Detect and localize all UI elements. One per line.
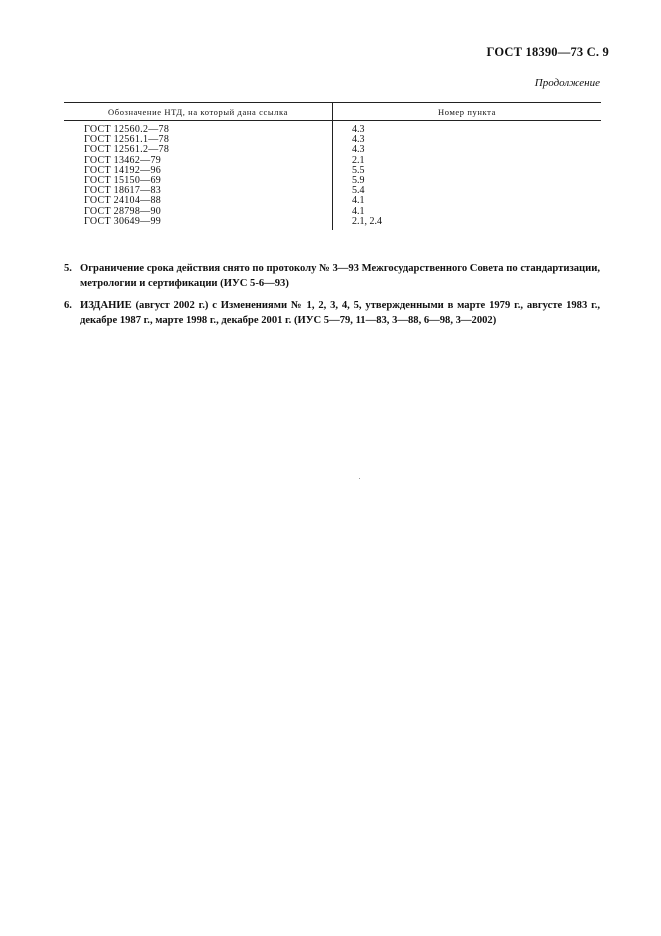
note-text: ИЗДАНИЕ (август 2002 г.) с Изменениями № 1, 2, 3, 4, 5, утвержденными в марте 1979 г., августе 1983 г., декабре 1987 г., марте 1998 г., декабре 2001 г. (ИУС 5—79, 11—83, 3—88, 6—98, 3—2002) [80,300,600,326]
cell-document: ГОСТ 12560.2—78 [64,121,333,136]
scan-speck [359,478,360,479]
note-6 [64,298,600,328]
cell-item: 2.1 [352,154,365,166]
cell-item: 5.5 [352,164,365,176]
table-row [64,217,601,230]
cell-document: ГОСТ 24104—88 [64,196,333,206]
cell-item: 4.1 [352,205,365,217]
cell-document: ГОСТ 15150—69 [64,176,333,186]
column-header-item: Номер пункта [333,103,602,121]
cell-item: 4.3 [352,124,365,135]
cell-document: ГОСТ 28798—90 [64,207,333,217]
cell-item: 5.4 [352,185,365,197]
cell-document: ГОСТ 30649—99 [64,217,333,230]
cell-document: ГОСТ 14192—96 [64,166,333,176]
cell-document: ГОСТ 12561.2—78 [64,145,333,155]
cell-document: ГОСТ 13462—79 [64,156,333,166]
note-number: 6. [64,300,72,311]
cell-item: 2.1, 2.4 [352,215,382,227]
cell-item: 4.3 [352,144,365,156]
reference-table [64,102,601,230]
note-text: Ограничение срока действия снято по протоколу № 3—93 Межгосударственного Совета по стандартизации, метрологии и сертификации (ИУС 5-6—93) [80,263,600,289]
table-row [64,121,601,136]
cell-item: 5.9 [352,175,365,187]
cell-item: 4.3 [352,134,365,146]
continued-label: Продолжение [534,77,600,89]
cell-document: ГОСТ 18617—83 [64,186,333,196]
column-header-document: Обозначение НТД, на который дана ссылка [64,103,333,121]
cell-item: 4.1 [352,195,365,207]
note-number: 5. [64,263,72,274]
page-header: ГОСТ 18390—73 С. 9 [486,45,609,59]
note-5 [64,261,600,291]
table-header-row [64,103,601,121]
table-body [64,121,601,231]
cell-document: ГОСТ 12561.1—78 [64,135,333,145]
